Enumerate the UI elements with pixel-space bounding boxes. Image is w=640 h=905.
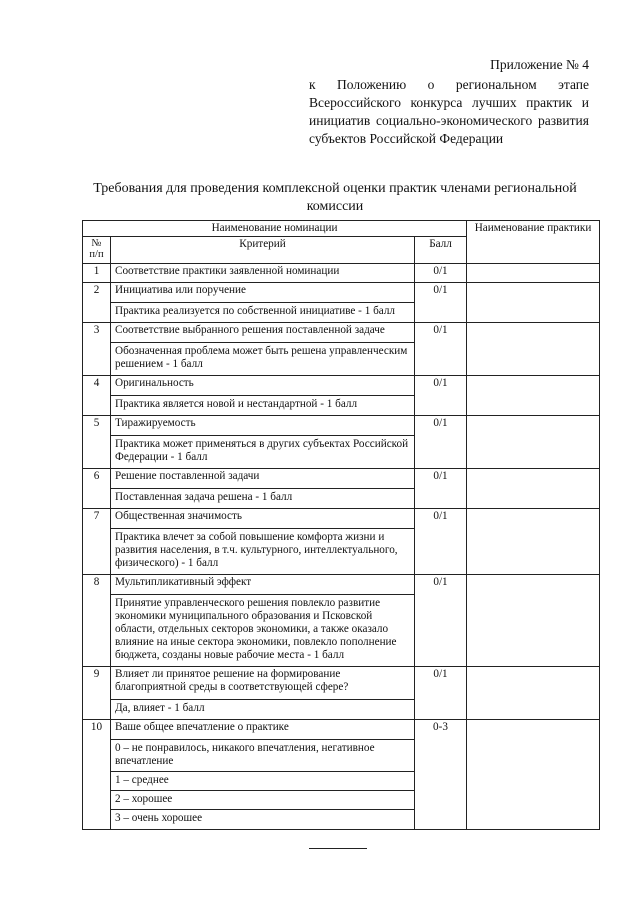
table-row: [83, 667, 600, 720]
row-number: 5: [83, 416, 111, 469]
row-number: 1: [83, 264, 111, 283]
table-row: [83, 323, 600, 376]
practice-cell: [467, 469, 600, 509]
criterion-detail: 1 – среднее: [111, 774, 414, 791]
criterion-detail: Практика влечет за собой повышение комфорта жизни и развития населения, в т.ч. культурного, интеллектуального, физического) - 1 балл: [115, 531, 398, 569]
practice-cell: [467, 376, 600, 416]
score-cell: 0-3: [415, 720, 467, 830]
header-practice: Наименование практики: [467, 221, 600, 264]
table-row: [83, 509, 600, 575]
practice-cell: [467, 575, 600, 667]
criterion-cell: [111, 264, 415, 283]
score-cell: 0/1: [415, 509, 467, 575]
criterion-detail: 2 – хорошее: [111, 793, 414, 810]
criterion-title: Соответствие выбранного решения поставленной задаче: [111, 324, 414, 343]
criterion-title: Тиражируемость: [111, 417, 414, 436]
table-row: [83, 469, 600, 509]
header-criterion: Критерий: [111, 237, 415, 264]
criterion-detail: Поставленная задача решена - 1 балл: [115, 491, 293, 503]
criterion-detail: 0 – не понравилось, никакого впечатления, негативное впечатление: [111, 742, 414, 772]
practice-cell: [467, 264, 600, 283]
criterion-cell: [111, 720, 415, 830]
criterion-detail: Принятие управленческого решения повлекло развитие экономики муниципального образования и Псковской области, отдельных секторов экономики, а также оказало влияние на иные сектора экономики, повлекло пополнение бюджета, созданы новые рабочие места - 1 балл: [115, 597, 397, 661]
criterion-cell: [111, 469, 415, 509]
row-number: 6: [83, 469, 111, 509]
criterion-detail: Практика является новой и нестандартной - 1 балл: [115, 398, 358, 410]
row-number: 2: [83, 283, 111, 323]
header-score: Балл: [415, 237, 467, 264]
criterion-title: Ваше общее впечатление о практике: [111, 721, 414, 740]
table-row: [83, 283, 600, 323]
table-row: [83, 575, 600, 667]
score-cell: 0/1: [415, 667, 467, 720]
score-cell: 0/1: [415, 469, 467, 509]
criterion-cell: [111, 667, 415, 720]
practice-cell: [467, 667, 600, 720]
criterion-title: Соответствие практики заявленной номинации: [115, 265, 340, 277]
header-nomination: Наименование номинации: [83, 221, 467, 237]
criterion-cell: [111, 416, 415, 469]
table-header-row-1: [83, 221, 600, 237]
appendix-title: Приложение № 4: [490, 57, 589, 72]
row-number: 9: [83, 667, 111, 720]
score-cell: 0/1: [415, 376, 467, 416]
criterion-detail: 3 – очень хорошее: [115, 812, 203, 824]
row-number: 4: [83, 376, 111, 416]
row-number: 8: [83, 575, 111, 667]
score-cell: 0/1: [415, 323, 467, 376]
appendix-block: [309, 56, 589, 148]
criterion-cell: [111, 376, 415, 416]
table-row: [83, 376, 600, 416]
criterion-cell: [111, 575, 415, 667]
score-cell: 0/1: [415, 283, 467, 323]
appendix-body: к Положению о региональном этапе Всероссийского конкурса лучших практик и инициатив социально-экономического развития субъектов Российской Федерации: [309, 77, 589, 146]
row-number: 7: [83, 509, 111, 575]
criteria-table: [82, 220, 600, 830]
score-cell: 0/1: [415, 416, 467, 469]
table-row: [83, 416, 600, 469]
table-row: [83, 720, 600, 830]
criterion-cell: [111, 323, 415, 376]
criterion-title: Общественная значимость: [111, 510, 414, 529]
criterion-title: Инициатива или поручение: [111, 284, 414, 303]
criterion-detail: Практика реализуется по собственной инициативе - 1 балл: [115, 305, 396, 317]
criterion-cell: [111, 283, 415, 323]
score-cell: 0/1: [415, 264, 467, 283]
criterion-title: Влияет ли принятое решение на формирование благоприятной среды в соответствующей сфере?: [111, 668, 414, 700]
criterion-title: Решение поставленной задачи: [111, 470, 414, 489]
table-row: [83, 264, 600, 283]
header-num: № п/п: [83, 237, 111, 264]
criterion-title: Мультипликативный эффект: [111, 576, 414, 595]
footer-divider: [309, 848, 367, 849]
criterion-detail: Да, влияет - 1 балл: [115, 702, 205, 714]
criterion-detail: Практика может применяться в других субъектах Российской Федерации - 1 балл: [115, 438, 409, 463]
criterion-cell: [111, 509, 415, 575]
row-number: 3: [83, 323, 111, 376]
document-heading: Требования для проведения комплексной оценки практик членами региональной комиссии: [93, 181, 577, 214]
practice-cell: [467, 283, 600, 323]
practice-cell: [467, 416, 600, 469]
criterion-detail: Обозначенная проблема может быть решена управленческим решением - 1 балл: [115, 345, 408, 370]
score-cell: 0/1: [415, 575, 467, 667]
practice-cell: [467, 509, 600, 575]
criterion-title: Оригинальность: [111, 377, 414, 396]
practice-cell: [467, 323, 600, 376]
row-number: 10: [83, 720, 111, 830]
practice-cell: [467, 720, 600, 830]
